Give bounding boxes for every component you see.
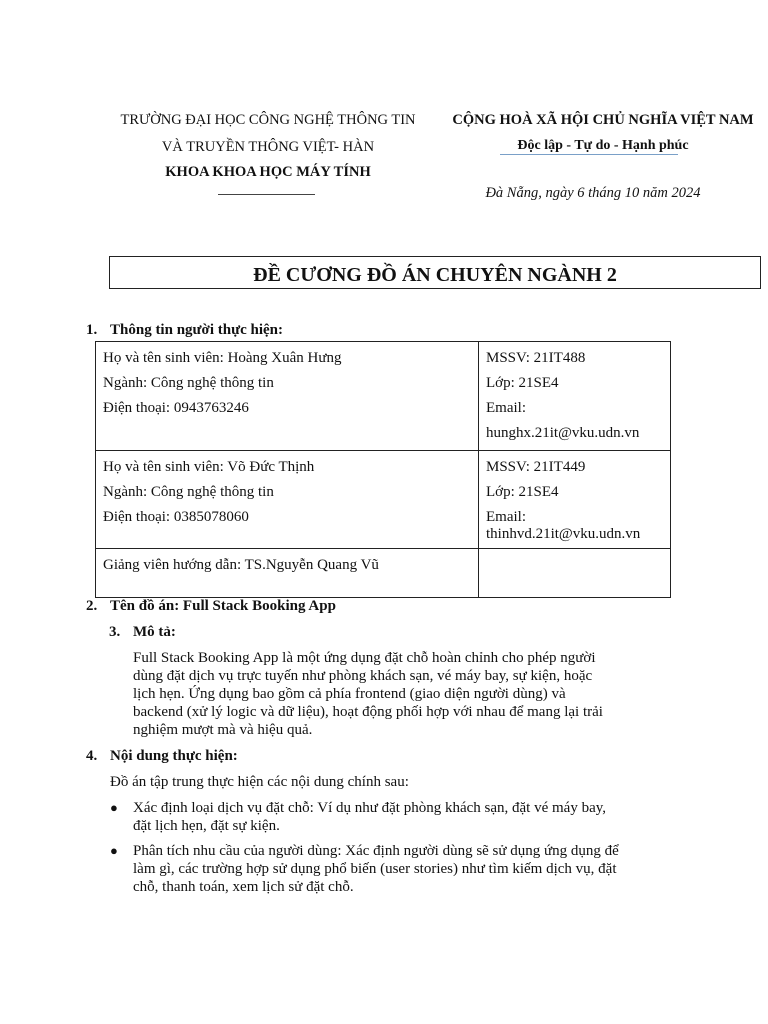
faculty-name: KHOA KHOA HỌC MÁY TÍNH	[165, 164, 371, 180]
advisor-name: Giảng viên hướng dẫn: TS.Nguyễn Quang Vũ	[103, 557, 379, 573]
description-line: Full Stack Booking App là một ứng dụng đặt chỗ hoàn chỉnh cho phép người	[133, 650, 596, 666]
table-row	[96, 342, 671, 451]
description-line: backend (xử lý logic và dữ liệu), hoạt động phối hợp với nhau để mang lại trải	[133, 704, 603, 720]
student-2-mssv: MSSV: 21IT449	[486, 459, 586, 475]
student-1-mssv: MSSV: 21IT488	[486, 350, 586, 366]
list-item-line: chỗ, thanh toán, xem lịch sử đặt chỗ.	[133, 879, 354, 895]
student-2-email: thinhvd.21it@vku.udn.vn	[486, 526, 641, 542]
school-name-line1: TRƯỜNG ĐẠI HỌC CÔNG NGHỆ THÔNG TIN	[120, 112, 416, 128]
section-1-heading	[86, 322, 283, 339]
list-item	[110, 799, 733, 835]
advisor-cell	[96, 549, 479, 598]
section-3-title: Mô tả:	[133, 624, 176, 640]
student-1-email: hunghx.21it@vku.udn.vn	[486, 425, 640, 441]
student-2-contact	[479, 451, 671, 549]
nation-header	[438, 112, 768, 154]
faculty-underline	[218, 194, 315, 195]
bullet-dot-icon: ●	[110, 800, 118, 815]
list-item	[110, 842, 733, 896]
school-header	[118, 112, 418, 181]
list-item-line: Xác định loại dịch vụ đặt chỗ: Ví dụ như đặt phòng khách sạn, đặt vé máy bay,	[133, 800, 607, 816]
section-2-title: Tên đồ án: Full Stack Booking App	[110, 598, 336, 614]
section-2-heading	[86, 598, 336, 615]
student-1-major: Ngành: Công nghệ thông tin	[103, 375, 274, 391]
table-row	[96, 549, 671, 598]
section-1-number: 1.	[86, 322, 98, 338]
student-1-contact	[479, 342, 671, 451]
student-1-details	[96, 342, 479, 451]
motto: Độc lập - Tự do - Hạnh phúc	[517, 138, 689, 153]
description-line: nghiệm mượt mà và hiệu quả.	[133, 722, 313, 738]
student-1-class: Lớp: 21SE4	[486, 375, 559, 391]
section-1-title: Thông tin người thực hiện:	[110, 322, 284, 338]
section-2-number: 2.	[86, 598, 98, 614]
description-line: dùng đặt dịch vụ trực tuyến như phòng khách sạn, vé máy bay, sự kiện, hoặc	[133, 668, 593, 684]
bullet-dot-icon: ●	[110, 843, 118, 858]
document-title: ĐỀ CƯƠNG ĐỒ ÁN CHUYÊN NGÀNH 2	[109, 256, 761, 289]
description-line: lịch hẹn. Ứng dụng bao gồm cả phía frontend (giao diện người dùng) và	[133, 686, 566, 702]
student-2-phone: Điện thoại: 0385078060	[103, 509, 249, 525]
student-1-email-label: Email:	[486, 400, 526, 416]
student-info-table	[95, 341, 671, 598]
student-2-class: Lớp: 21SE4	[486, 484, 559, 500]
school-name-line2: VÀ TRUYỀN THÔNG VIỆT- HÀN	[161, 139, 375, 155]
document-date: Đà Nẵng, ngày 6 tháng 10 năm 2024	[485, 185, 701, 201]
motto-underline	[500, 154, 678, 155]
student-1-phone: Điện thoại: 0943763246	[103, 400, 249, 416]
advisor-empty-cell	[479, 549, 671, 598]
list-item-line: Phân tích nhu cầu của người dùng: Xác định người dùng sẽ sử dụng ứng dụng để	[133, 843, 619, 859]
student-1-name: Họ và tên sinh viên: Hoàng Xuân Hưng	[103, 350, 342, 366]
student-2-name: Họ và tên sinh viên: Võ Đức Thịnh	[103, 459, 315, 475]
student-2-email-label: Email:	[486, 509, 526, 525]
description-paragraph	[133, 649, 733, 739]
list-item-line: đặt lịch hẹn, đặt sự kiện.	[133, 818, 280, 834]
section-3-number: 3.	[109, 624, 121, 640]
list-item-line: làm gì, các trường hợp sử dụng phổ biến (user stories) như tìm kiếm dịch vụ, đặt	[133, 861, 617, 877]
student-2-major: Ngành: Công nghệ thông tin	[103, 484, 274, 500]
nation-name: CỘNG HOÀ XÃ HỘI CHỦ NGHĨA VIỆT NAM	[452, 112, 754, 128]
section-4-number: 4.	[86, 748, 98, 764]
section-4-title: Nội dung thực hiện:	[110, 748, 238, 764]
section-3-heading	[109, 624, 176, 641]
table-row	[96, 451, 671, 549]
student-2-details	[96, 451, 479, 549]
content-intro: Đồ án tập trung thực hiện các nội dung chính sau:	[110, 774, 409, 790]
section-4-heading	[86, 748, 238, 765]
